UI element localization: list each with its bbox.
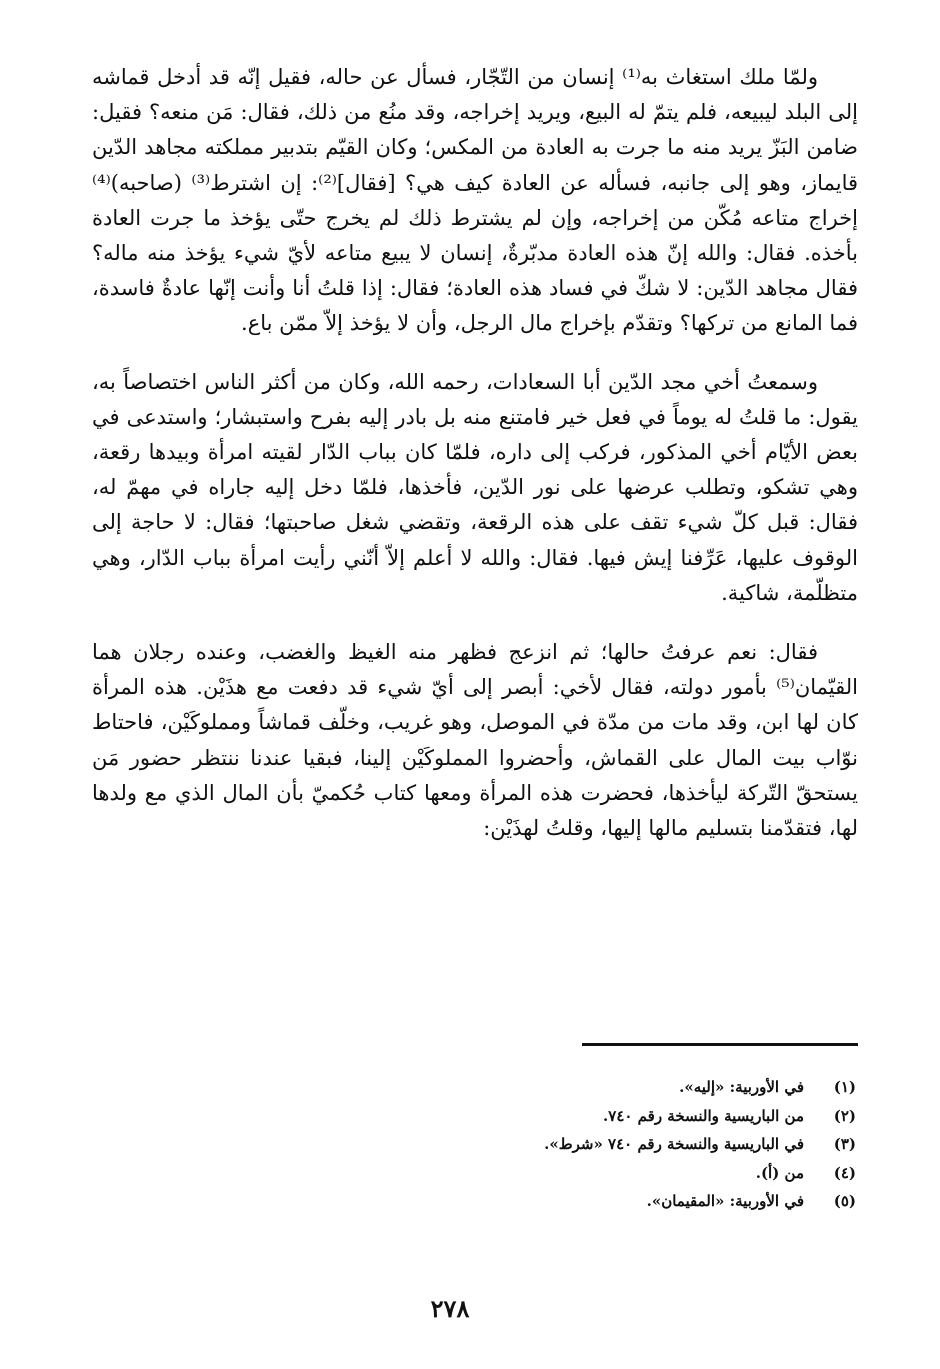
footnote bbox=[256, 1187, 856, 1216]
footnote-number: (٥) bbox=[833, 1192, 856, 1210]
footnote-number: (٤) bbox=[833, 1163, 856, 1182]
paragraph-2: وسمعتُ أخي مجد الدّين أبا السعادات، رحمه الله، وكان من أكثر الناس اختصاصاً به، يقول: ما قلتُ له يوماً في فعل خير فامتنع منه بل بادر إليه بفرح واستبشار؛ واستدعى في بعض الأيّام أخي المذكور، فركب إلى داره، فلمّا كان بباب الدّار لقيته امرأة وبيدها رقعة، وهي تشكو، وتطلب عرضها على نور الدّين، فأخذها، فلمّا دخل إليه جاراه في مهمّ له، فقال: قبل كلّ شيء تقف على هذه الرقعة، وتقضي شغل صاحبتها؛ فقال: لا حاجة إلى الوقوف عليها، عَرِّفنا إيش فيها. فقال: والله لا أعلم إلاّ أنّني رأيت امرأة بباب الدّار، وهي متظلّمة، شاكية. bbox=[92, 369, 858, 605]
footnote bbox=[256, 1073, 856, 1102]
footnote-text: من الباريسية والنسخة رقم ٧٤٠. bbox=[603, 1106, 804, 1125]
paragraph-1: ولمّا ملك استغاث به⁽¹⁾ إنسان من التّجّار، فسأل عن حاله، فقيل إنّه قد أدخل قماشه إلى البلد ليبيعه، فلم يتمّ له البيع، ويريد إخراجه، وقد منُع من ذلك، فقال: مَن منعه؟ فقيل: ضامن البَزّ يريد منه ما جرت به العادة من المكس؛ وكان القيّم بتدبير مملكته مجاهد الدّين قايماز، وهو إلى جانبه، فسأله عن العادة كيف هي؟ [فقال]⁽²⁾: إن اشترط⁽³⁾ (صاحبه)⁽⁴⁾ إخراج متاعه مُكّن من إخراجه، وإن لم يشترط ذلك لم يخرج حتّى يؤخذ ما جرت العادة بأخذه. فقال: والله إنّ هذه العادة مدبّرةٌ، إنسان لا يبيع متاعه لأيّ شيء يؤخذ منه ماله؟ فقال مجاهد الدّين: لا شكّ في فساد هذه العادة؛ فقال: إذا قلتُ أنا وأنت إنّها عادةٌ فاسدة، فما المانع من تركها؟ وتقدّم بإخراج مال الرجل، وأن لا يؤخذ إلاّ ممّن باع. bbox=[92, 65, 859, 336]
footnote bbox=[256, 1159, 856, 1188]
footnote-separator bbox=[582, 1043, 858, 1046]
footnotes bbox=[256, 1073, 856, 1216]
paragraph-3: فقال: نعم عرفتُ حالها؛ ثم انزعج فظهر منه الغيظ والغضب، وعنده رجلان هما القيّمان⁽⁵⁾ بأمور دولته، فقال لأخي: أبصر إلى أيّ شيء قد دفعت مع هذَيْن. هذه المرأة كان لها ابن، وقد مات من مدّة في الموصل، وهو غريب، وخلّف قماشاً ومملوكَيْن، فاحتاط نوّاب بيت المال على القماش، وأحضروا المملوكَيْن إلينا، فبقيا عندنا ننتظر حضور مَن يستحقّ التّركة ليأخذها، فحضرت هذه المرأة ومعها كتاب حُكميّ بأن المال الذي مع ولدها لها، فتقدّمنا بتسليم مالها إليها، وقلتُ لهذَيْن: bbox=[92, 640, 858, 841]
footnote-text: في الأوربية: «المقيمان». bbox=[646, 1192, 804, 1210]
footnote-text: من (أ). bbox=[755, 1163, 804, 1182]
footnote-number: (٢) bbox=[833, 1106, 856, 1125]
footnote bbox=[256, 1102, 856, 1131]
footnote-number: (١) bbox=[833, 1078, 856, 1096]
main-text bbox=[92, 60, 858, 846]
footnote-text: في الباريسية والنسخة رقم ٧٤٠ «شرط». bbox=[544, 1135, 804, 1153]
page-number: ٢٧٨ bbox=[430, 1294, 470, 1323]
footnote-text: في الأوربية: «إليه». bbox=[679, 1078, 804, 1096]
footnote bbox=[256, 1130, 856, 1159]
footnote-number: (٣) bbox=[833, 1135, 856, 1153]
